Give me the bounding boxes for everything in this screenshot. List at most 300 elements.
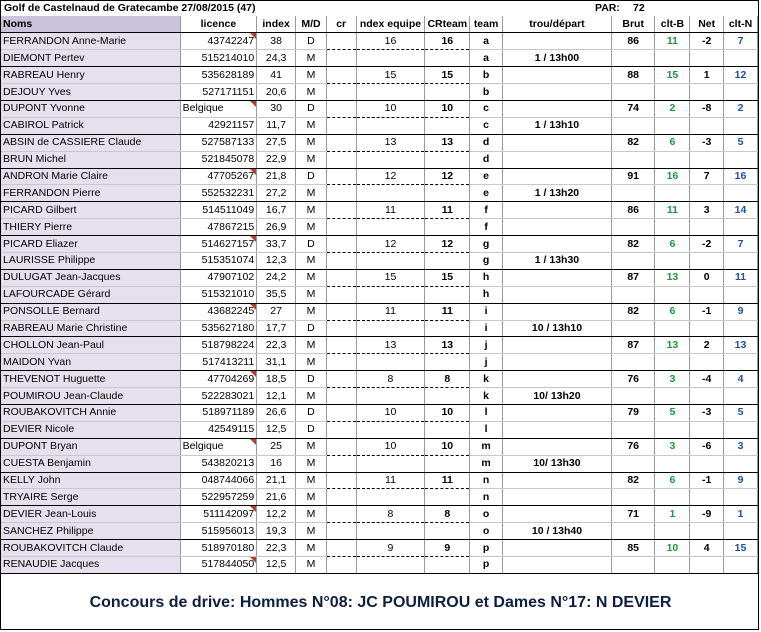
cr-cell[interactable] bbox=[326, 185, 356, 202]
crteam-cell[interactable] bbox=[425, 557, 470, 574]
clt-n-cell[interactable] bbox=[724, 100, 758, 117]
gender-cell[interactable] bbox=[296, 286, 327, 303]
licence-cell[interactable] bbox=[180, 50, 257, 67]
crteam-cell[interactable] bbox=[425, 354, 470, 371]
team-cell[interactable] bbox=[470, 404, 503, 421]
team-index-cell[interactable] bbox=[356, 472, 425, 489]
col-header-clt-b[interactable]: clt-B bbox=[655, 16, 690, 33]
clt-n-cell[interactable] bbox=[724, 50, 758, 67]
gender-cell[interactable] bbox=[296, 489, 327, 506]
crteam-cell[interactable] bbox=[425, 202, 470, 219]
clt-b-cell[interactable] bbox=[655, 185, 690, 202]
team-index-cell[interactable] bbox=[356, 202, 425, 219]
cr-cell[interactable] bbox=[326, 252, 356, 269]
team-index-cell[interactable] bbox=[356, 185, 425, 202]
team-cell[interactable] bbox=[470, 557, 503, 574]
clt-b-cell[interactable] bbox=[655, 388, 690, 405]
brut-cell[interactable] bbox=[611, 438, 655, 455]
team-index-cell[interactable] bbox=[356, 33, 425, 50]
clt-b-cell[interactable] bbox=[655, 472, 690, 489]
licence-cell[interactable] bbox=[180, 236, 257, 253]
index-cell[interactable] bbox=[257, 269, 296, 286]
team-cell[interactable] bbox=[470, 540, 503, 557]
team-cell[interactable] bbox=[470, 168, 503, 185]
gender-cell[interactable] bbox=[296, 185, 327, 202]
brut-cell[interactable] bbox=[611, 33, 655, 50]
licence-cell[interactable] bbox=[180, 202, 257, 219]
crteam-cell[interactable] bbox=[425, 50, 470, 67]
team-cell[interactable] bbox=[470, 202, 503, 219]
crteam-cell[interactable] bbox=[425, 506, 470, 523]
team-cell[interactable] bbox=[470, 472, 503, 489]
team-cell[interactable] bbox=[470, 84, 503, 101]
tee-time-cell[interactable] bbox=[503, 455, 612, 472]
tee-time-cell[interactable] bbox=[503, 252, 612, 269]
net-cell[interactable] bbox=[690, 455, 724, 472]
player-name-cell[interactable] bbox=[1, 219, 180, 236]
gender-cell[interactable] bbox=[296, 219, 327, 236]
cr-cell[interactable] bbox=[326, 286, 356, 303]
col-header-trou-depart[interactable]: trou/départ bbox=[503, 16, 612, 33]
licence-cell[interactable] bbox=[180, 100, 257, 117]
team-index-cell[interactable] bbox=[356, 506, 425, 523]
clt-b-cell[interactable] bbox=[655, 117, 690, 134]
team-index-cell[interactable] bbox=[356, 84, 425, 101]
team-index-cell[interactable] bbox=[356, 404, 425, 421]
licence-cell[interactable] bbox=[180, 388, 257, 405]
cr-cell[interactable] bbox=[326, 337, 356, 354]
brut-cell[interactable] bbox=[611, 506, 655, 523]
table-row[interactable] bbox=[1, 455, 758, 472]
clt-b-cell[interactable] bbox=[655, 354, 690, 371]
player-name-cell[interactable] bbox=[1, 472, 180, 489]
gender-cell[interactable] bbox=[296, 523, 327, 540]
clt-n-cell[interactable] bbox=[724, 472, 758, 489]
clt-b-cell[interactable] bbox=[655, 337, 690, 354]
tee-time-cell[interactable] bbox=[503, 523, 612, 540]
tee-time-cell[interactable] bbox=[503, 489, 612, 506]
tee-time-cell[interactable] bbox=[503, 337, 612, 354]
clt-b-cell[interactable] bbox=[655, 151, 690, 168]
team-cell[interactable] bbox=[470, 50, 503, 67]
player-name-cell[interactable] bbox=[1, 523, 180, 540]
team-index-cell[interactable] bbox=[356, 151, 425, 168]
licence-cell[interactable] bbox=[180, 506, 257, 523]
net-cell[interactable] bbox=[690, 252, 724, 269]
table-row[interactable] bbox=[1, 185, 758, 202]
net-cell[interactable] bbox=[690, 151, 724, 168]
net-cell[interactable] bbox=[690, 219, 724, 236]
team-cell[interactable] bbox=[470, 100, 503, 117]
player-name-cell[interactable] bbox=[1, 455, 180, 472]
index-cell[interactable] bbox=[257, 168, 296, 185]
player-name-cell[interactable] bbox=[1, 168, 180, 185]
net-cell[interactable] bbox=[690, 320, 724, 337]
gender-cell[interactable] bbox=[296, 100, 327, 117]
index-cell[interactable] bbox=[257, 320, 296, 337]
player-name-cell[interactable] bbox=[1, 320, 180, 337]
clt-b-cell[interactable] bbox=[655, 320, 690, 337]
licence-cell[interactable] bbox=[180, 472, 257, 489]
player-name-cell[interactable] bbox=[1, 371, 180, 388]
cr-cell[interactable] bbox=[326, 404, 356, 421]
brut-cell[interactable] bbox=[611, 557, 655, 574]
comment-marker-icon[interactable] bbox=[250, 169, 256, 175]
tee-time-cell[interactable] bbox=[503, 557, 612, 574]
tee-time-cell[interactable] bbox=[503, 100, 612, 117]
brut-cell[interactable] bbox=[611, 50, 655, 67]
gender-cell[interactable] bbox=[296, 337, 327, 354]
index-cell[interactable] bbox=[257, 219, 296, 236]
crteam-cell[interactable] bbox=[425, 168, 470, 185]
team-index-cell[interactable] bbox=[356, 489, 425, 506]
team-cell[interactable] bbox=[470, 489, 503, 506]
cr-cell[interactable] bbox=[326, 202, 356, 219]
licence-cell[interactable] bbox=[180, 33, 257, 50]
team-cell[interactable] bbox=[470, 523, 503, 540]
cr-cell[interactable] bbox=[326, 455, 356, 472]
clt-n-cell[interactable] bbox=[724, 33, 758, 50]
clt-n-cell[interactable] bbox=[724, 84, 758, 101]
brut-cell[interactable] bbox=[611, 540, 655, 557]
index-cell[interactable] bbox=[257, 472, 296, 489]
col-header-noms[interactable]: Noms bbox=[1, 16, 180, 33]
clt-b-cell[interactable] bbox=[655, 506, 690, 523]
clt-n-cell[interactable] bbox=[724, 489, 758, 506]
brut-cell[interactable] bbox=[611, 388, 655, 405]
net-cell[interactable] bbox=[690, 472, 724, 489]
licence-cell[interactable] bbox=[180, 557, 257, 574]
cr-cell[interactable] bbox=[326, 168, 356, 185]
net-cell[interactable] bbox=[690, 404, 724, 421]
cr-cell[interactable] bbox=[326, 100, 356, 117]
clt-b-cell[interactable] bbox=[655, 134, 690, 151]
team-index-cell[interactable] bbox=[356, 168, 425, 185]
col-header-licence[interactable]: licence bbox=[180, 16, 257, 33]
net-cell[interactable] bbox=[690, 303, 724, 320]
clt-n-cell[interactable] bbox=[724, 438, 758, 455]
tee-time-cell[interactable] bbox=[503, 151, 612, 168]
team-cell[interactable] bbox=[470, 455, 503, 472]
cr-cell[interactable] bbox=[326, 371, 356, 388]
player-name-cell[interactable] bbox=[1, 337, 180, 354]
clt-n-cell[interactable] bbox=[724, 557, 758, 574]
cr-cell[interactable] bbox=[326, 421, 356, 438]
brut-cell[interactable] bbox=[611, 151, 655, 168]
tee-time-cell[interactable] bbox=[503, 67, 612, 84]
brut-cell[interactable] bbox=[611, 100, 655, 117]
col-header-team[interactable]: team bbox=[470, 16, 503, 33]
crteam-cell[interactable] bbox=[425, 185, 470, 202]
col-header-index-equipe[interactable]: ndex equipe bbox=[356, 16, 425, 33]
brut-cell[interactable] bbox=[611, 320, 655, 337]
gender-cell[interactable] bbox=[296, 134, 327, 151]
clt-n-cell[interactable] bbox=[724, 523, 758, 540]
net-cell[interactable] bbox=[690, 523, 724, 540]
index-cell[interactable] bbox=[257, 185, 296, 202]
team-index-cell[interactable] bbox=[356, 388, 425, 405]
table-row[interactable] bbox=[1, 151, 758, 168]
cr-cell[interactable] bbox=[326, 472, 356, 489]
crteam-cell[interactable] bbox=[425, 472, 470, 489]
net-cell[interactable] bbox=[690, 354, 724, 371]
brut-cell[interactable] bbox=[611, 269, 655, 286]
crteam-cell[interactable] bbox=[425, 438, 470, 455]
team-index-cell[interactable] bbox=[356, 540, 425, 557]
tee-time-cell[interactable] bbox=[503, 84, 612, 101]
clt-b-cell[interactable] bbox=[655, 438, 690, 455]
gender-cell[interactable] bbox=[296, 320, 327, 337]
clt-n-cell[interactable] bbox=[724, 303, 758, 320]
table-row[interactable] bbox=[1, 404, 758, 421]
cr-cell[interactable] bbox=[326, 354, 356, 371]
index-cell[interactable] bbox=[257, 84, 296, 101]
cr-cell[interactable] bbox=[326, 117, 356, 134]
team-index-cell[interactable] bbox=[356, 354, 425, 371]
player-name-cell[interactable] bbox=[1, 100, 180, 117]
table-row[interactable] bbox=[1, 134, 758, 151]
licence-cell[interactable] bbox=[180, 286, 257, 303]
table-row[interactable] bbox=[1, 202, 758, 219]
team-cell[interactable] bbox=[470, 117, 503, 134]
tee-time-cell[interactable] bbox=[503, 168, 612, 185]
team-index-cell[interactable] bbox=[356, 438, 425, 455]
licence-cell[interactable] bbox=[180, 117, 257, 134]
clt-n-cell[interactable] bbox=[724, 252, 758, 269]
cr-cell[interactable] bbox=[326, 151, 356, 168]
brut-cell[interactable] bbox=[611, 84, 655, 101]
clt-n-cell[interactable] bbox=[724, 320, 758, 337]
comment-marker-icon[interactable] bbox=[250, 236, 256, 242]
table-row[interactable] bbox=[1, 371, 758, 388]
player-name-cell[interactable] bbox=[1, 303, 180, 320]
net-cell[interactable] bbox=[690, 506, 724, 523]
clt-b-cell[interactable] bbox=[655, 168, 690, 185]
licence-cell[interactable] bbox=[180, 84, 257, 101]
licence-cell[interactable] bbox=[180, 269, 257, 286]
net-cell[interactable] bbox=[690, 33, 724, 50]
net-cell[interactable] bbox=[690, 202, 724, 219]
team-index-cell[interactable] bbox=[356, 219, 425, 236]
brut-cell[interactable] bbox=[611, 117, 655, 134]
tee-time-cell[interactable] bbox=[503, 506, 612, 523]
player-name-cell[interactable] bbox=[1, 286, 180, 303]
table-row[interactable] bbox=[1, 84, 758, 101]
net-cell[interactable] bbox=[690, 50, 724, 67]
table-row[interactable] bbox=[1, 100, 758, 117]
clt-n-cell[interactable] bbox=[724, 151, 758, 168]
cr-cell[interactable] bbox=[326, 489, 356, 506]
gender-cell[interactable] bbox=[296, 50, 327, 67]
gender-cell[interactable] bbox=[296, 202, 327, 219]
brut-cell[interactable] bbox=[611, 421, 655, 438]
team-cell[interactable] bbox=[470, 337, 503, 354]
clt-n-cell[interactable] bbox=[724, 286, 758, 303]
table-row[interactable] bbox=[1, 320, 758, 337]
cr-cell[interactable] bbox=[326, 557, 356, 574]
index-cell[interactable] bbox=[257, 202, 296, 219]
cr-cell[interactable] bbox=[326, 236, 356, 253]
player-name-cell[interactable] bbox=[1, 438, 180, 455]
licence-cell[interactable] bbox=[180, 185, 257, 202]
team-index-cell[interactable] bbox=[356, 286, 425, 303]
gender-cell[interactable] bbox=[296, 117, 327, 134]
clt-n-cell[interactable] bbox=[724, 354, 758, 371]
team-index-cell[interactable] bbox=[356, 252, 425, 269]
clt-n-cell[interactable] bbox=[724, 421, 758, 438]
player-name-cell[interactable] bbox=[1, 202, 180, 219]
gender-cell[interactable] bbox=[296, 371, 327, 388]
clt-b-cell[interactable] bbox=[655, 489, 690, 506]
tee-time-cell[interactable] bbox=[503, 438, 612, 455]
net-cell[interactable] bbox=[690, 286, 724, 303]
cr-cell[interactable] bbox=[326, 134, 356, 151]
crteam-cell[interactable] bbox=[425, 84, 470, 101]
index-cell[interactable] bbox=[257, 337, 296, 354]
brut-cell[interactable] bbox=[611, 523, 655, 540]
player-name-cell[interactable] bbox=[1, 404, 180, 421]
cr-cell[interactable] bbox=[326, 388, 356, 405]
clt-b-cell[interactable] bbox=[655, 371, 690, 388]
team-cell[interactable] bbox=[470, 33, 503, 50]
table-row[interactable] bbox=[1, 489, 758, 506]
net-cell[interactable] bbox=[690, 236, 724, 253]
team-index-cell[interactable] bbox=[356, 50, 425, 67]
clt-n-cell[interactable] bbox=[724, 168, 758, 185]
net-cell[interactable] bbox=[690, 134, 724, 151]
crteam-cell[interactable] bbox=[425, 404, 470, 421]
clt-b-cell[interactable] bbox=[655, 100, 690, 117]
clt-n-cell[interactable] bbox=[724, 134, 758, 151]
index-cell[interactable] bbox=[257, 303, 296, 320]
net-cell[interactable] bbox=[690, 100, 724, 117]
crteam-cell[interactable] bbox=[425, 489, 470, 506]
player-name-cell[interactable] bbox=[1, 33, 180, 50]
player-name-cell[interactable] bbox=[1, 84, 180, 101]
brut-cell[interactable] bbox=[611, 404, 655, 421]
brut-cell[interactable] bbox=[611, 489, 655, 506]
licence-cell[interactable] bbox=[180, 151, 257, 168]
team-index-cell[interactable] bbox=[356, 303, 425, 320]
player-name-cell[interactable] bbox=[1, 354, 180, 371]
table-row[interactable] bbox=[1, 472, 758, 489]
clt-n-cell[interactable] bbox=[724, 388, 758, 405]
index-cell[interactable] bbox=[257, 151, 296, 168]
tee-time-cell[interactable] bbox=[503, 371, 612, 388]
gender-cell[interactable] bbox=[296, 84, 327, 101]
net-cell[interactable] bbox=[690, 388, 724, 405]
cr-cell[interactable] bbox=[326, 219, 356, 236]
clt-n-cell[interactable] bbox=[724, 540, 758, 557]
table-row[interactable] bbox=[1, 540, 758, 557]
brut-cell[interactable] bbox=[611, 134, 655, 151]
col-header-crteam[interactable]: CRteam bbox=[425, 16, 470, 33]
table-row[interactable] bbox=[1, 168, 758, 185]
licence-cell[interactable] bbox=[180, 455, 257, 472]
cr-cell[interactable] bbox=[326, 33, 356, 50]
team-index-cell[interactable] bbox=[356, 117, 425, 134]
tee-time-cell[interactable] bbox=[503, 540, 612, 557]
gender-cell[interactable] bbox=[296, 354, 327, 371]
table-row[interactable] bbox=[1, 236, 758, 253]
licence-cell[interactable] bbox=[180, 168, 257, 185]
player-name-cell[interactable] bbox=[1, 252, 180, 269]
comment-marker-icon[interactable] bbox=[250, 506, 256, 512]
index-cell[interactable] bbox=[257, 421, 296, 438]
brut-cell[interactable] bbox=[611, 236, 655, 253]
clt-n-cell[interactable] bbox=[724, 185, 758, 202]
tee-time-cell[interactable] bbox=[503, 472, 612, 489]
gender-cell[interactable] bbox=[296, 236, 327, 253]
team-cell[interactable] bbox=[470, 151, 503, 168]
tee-time-cell[interactable] bbox=[503, 354, 612, 371]
team-index-cell[interactable] bbox=[356, 269, 425, 286]
table-row[interactable] bbox=[1, 67, 758, 84]
net-cell[interactable] bbox=[690, 489, 724, 506]
crteam-cell[interactable] bbox=[425, 320, 470, 337]
col-header-brut[interactable]: Brut bbox=[611, 16, 655, 33]
clt-b-cell[interactable] bbox=[655, 540, 690, 557]
net-cell[interactable] bbox=[690, 84, 724, 101]
player-name-cell[interactable] bbox=[1, 388, 180, 405]
brut-cell[interactable] bbox=[611, 185, 655, 202]
crteam-cell[interactable] bbox=[425, 151, 470, 168]
player-name-cell[interactable] bbox=[1, 117, 180, 134]
brut-cell[interactable] bbox=[611, 202, 655, 219]
crteam-cell[interactable] bbox=[425, 286, 470, 303]
tee-time-cell[interactable] bbox=[503, 117, 612, 134]
index-cell[interactable] bbox=[257, 489, 296, 506]
team-cell[interactable] bbox=[470, 354, 503, 371]
gender-cell[interactable] bbox=[296, 303, 327, 320]
team-cell[interactable] bbox=[470, 236, 503, 253]
par-value[interactable]: 72 bbox=[633, 2, 645, 14]
licence-cell[interactable] bbox=[180, 404, 257, 421]
table-row[interactable] bbox=[1, 523, 758, 540]
comment-marker-icon[interactable] bbox=[250, 371, 256, 377]
comment-marker-icon[interactable] bbox=[250, 439, 256, 445]
team-index-cell[interactable] bbox=[356, 371, 425, 388]
cr-cell[interactable] bbox=[326, 506, 356, 523]
index-cell[interactable] bbox=[257, 557, 296, 574]
crteam-cell[interactable] bbox=[425, 33, 470, 50]
licence-cell[interactable] bbox=[180, 489, 257, 506]
comment-marker-icon[interactable] bbox=[250, 557, 256, 563]
gender-cell[interactable] bbox=[296, 388, 327, 405]
tee-time-cell[interactable] bbox=[503, 388, 612, 405]
table-row[interactable] bbox=[1, 286, 758, 303]
net-cell[interactable] bbox=[690, 438, 724, 455]
team-index-cell[interactable] bbox=[356, 320, 425, 337]
licence-cell[interactable] bbox=[180, 523, 257, 540]
crteam-cell[interactable] bbox=[425, 134, 470, 151]
gender-cell[interactable] bbox=[296, 421, 327, 438]
team-cell[interactable] bbox=[470, 252, 503, 269]
licence-cell[interactable] bbox=[180, 438, 257, 455]
table-row[interactable] bbox=[1, 117, 758, 134]
player-name-cell[interactable] bbox=[1, 185, 180, 202]
index-cell[interactable] bbox=[257, 438, 296, 455]
index-cell[interactable] bbox=[257, 100, 296, 117]
brut-cell[interactable] bbox=[611, 455, 655, 472]
net-cell[interactable] bbox=[690, 269, 724, 286]
comment-marker-icon[interactable] bbox=[250, 304, 256, 310]
licence-cell[interactable] bbox=[180, 320, 257, 337]
clt-b-cell[interactable] bbox=[655, 523, 690, 540]
tee-time-cell[interactable] bbox=[503, 219, 612, 236]
index-cell[interactable] bbox=[257, 404, 296, 421]
team-cell[interactable] bbox=[470, 67, 503, 84]
